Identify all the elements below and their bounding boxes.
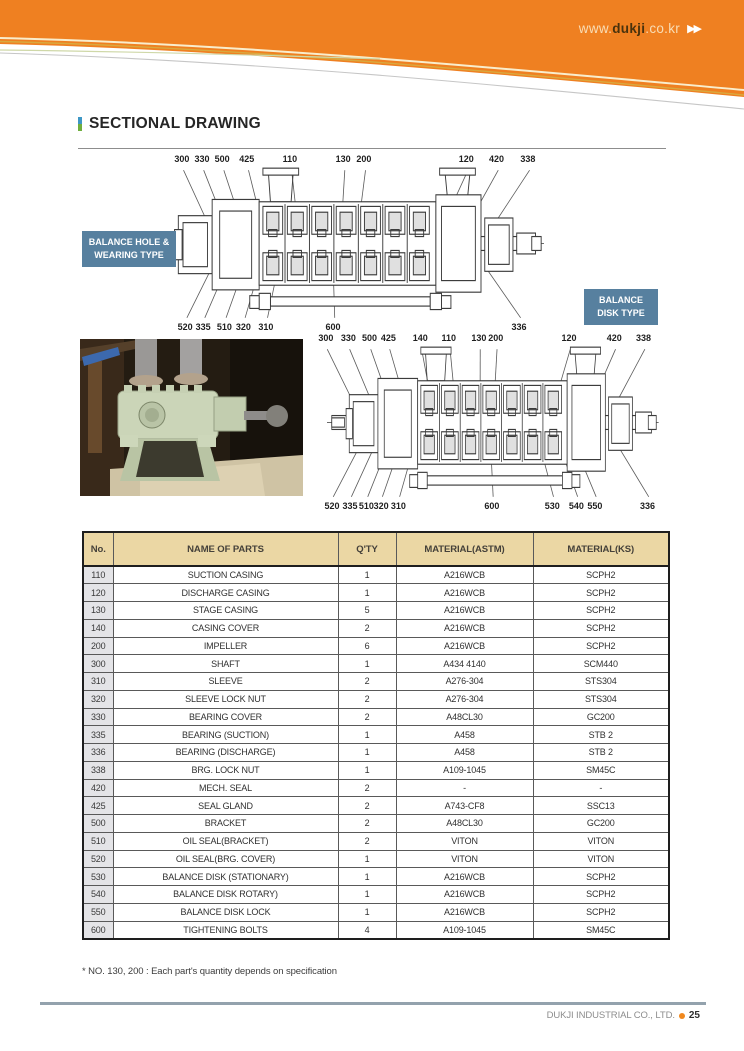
table-cell: 1	[338, 726, 396, 744]
table-cell: SHAFT	[113, 655, 338, 673]
table-cell: 2	[338, 673, 396, 691]
table-footnote: * NO. 130, 200 : Each part's quantity depends on specification	[82, 966, 337, 977]
table-cell: CASING COVER	[113, 619, 338, 637]
callout-number: 335	[342, 501, 358, 511]
page-number-dot-icon	[679, 1013, 685, 1019]
col-header-material-ks: MATERIAL(KS)	[533, 532, 669, 566]
table-row	[83, 886, 669, 904]
callout-number: 200	[488, 333, 504, 343]
table-cell: BALANCE DISK ROTARY)	[113, 886, 338, 904]
table-cell: A216WCB	[396, 903, 533, 921]
col-header-material-astm: MATERIAL(ASTM)	[396, 532, 533, 566]
cell-part-no: 335	[83, 726, 113, 744]
callout-number: 510	[216, 322, 232, 332]
table-cell: SEAL GLAND	[113, 797, 338, 815]
table-cell: SCPH2	[533, 584, 669, 602]
cell-part-no: 120	[83, 584, 113, 602]
callout-number: 530	[544, 501, 560, 511]
cell-part-no: 140	[83, 619, 113, 637]
callout-number: 130	[335, 154, 351, 164]
table-cell: SCPH2	[533, 602, 669, 620]
table-cell: SLEEVE	[113, 673, 338, 691]
table-cell: OIL SEAL(BRACKET)	[113, 832, 338, 850]
callout-number: 600	[325, 322, 341, 332]
table-header-row	[83, 532, 669, 566]
table-cell: A216WCB	[396, 886, 533, 904]
table-cell: A216WCB	[396, 584, 533, 602]
table-cell: A216WCB	[396, 602, 533, 620]
table-cell: SM45C	[533, 761, 669, 779]
callout-number: 550	[587, 501, 603, 511]
table-cell: 1	[338, 566, 396, 584]
cell-part-no: 550	[83, 903, 113, 921]
table-row	[83, 868, 669, 886]
table-cell: A276-304	[396, 690, 533, 708]
callout-number: 140	[412, 333, 428, 343]
callout-number: 425	[380, 333, 396, 343]
type-label-line: DISK TYPE	[597, 308, 645, 319]
col-header-no: No.	[83, 532, 113, 566]
callout-number: 500	[361, 333, 377, 343]
table-cell: A216WCB	[396, 566, 533, 584]
table-cell: STB 2	[533, 744, 669, 762]
callout-number: 130	[471, 333, 487, 343]
page-footer	[547, 1010, 700, 1021]
type-label-line: WEARING TYPE	[94, 250, 164, 261]
table-cell: 2	[338, 832, 396, 850]
callout-number: 310	[258, 322, 274, 332]
table-row	[83, 584, 669, 602]
table-cell: GC200	[533, 708, 669, 726]
callout-number: 338	[636, 333, 652, 343]
pump-sectional-drawing	[152, 167, 547, 320]
table-row	[83, 779, 669, 797]
parts-table	[82, 531, 670, 940]
table-cell: 1	[338, 744, 396, 762]
callout-number: 520	[324, 501, 340, 511]
table-cell: BALANCE DISK (STATIONARY)	[113, 868, 338, 886]
callout-number: 425	[239, 154, 255, 164]
table-cell: 2	[338, 619, 396, 637]
table-cell: A458	[396, 744, 533, 762]
table-cell: 1	[338, 761, 396, 779]
table-cell: SCPH2	[533, 619, 669, 637]
table-cell: A109-1045	[396, 761, 533, 779]
cell-part-no: 425	[83, 797, 113, 815]
page-number: 25	[688, 1010, 700, 1021]
callout-number: 540	[568, 501, 584, 511]
table-cell: A216WCB	[396, 637, 533, 655]
table-row	[83, 744, 669, 762]
table-cell: IMPELLER	[113, 637, 338, 655]
col-header-name: NAME OF PARTS	[113, 532, 338, 566]
callout-number: 336	[639, 501, 655, 511]
table-cell: A48CL30	[396, 708, 533, 726]
table-cell: MECH. SEAL	[113, 779, 338, 797]
callout-number: 338	[520, 154, 536, 164]
table-row	[83, 690, 669, 708]
cell-part-no: 200	[83, 637, 113, 655]
col-header-qty: Q'TY	[338, 532, 396, 566]
callout-number: 110	[441, 333, 457, 343]
table-cell: STB 2	[533, 726, 669, 744]
callout-number: 320	[235, 322, 251, 332]
table-cell: A216WCB	[396, 619, 533, 637]
table-cell: 1	[338, 868, 396, 886]
sectional-drawing-balance-disk-type	[313, 333, 744, 513]
table-cell: 1	[338, 850, 396, 868]
table-cell: 2	[338, 797, 396, 815]
table-cell: 5	[338, 602, 396, 620]
cell-part-no: 338	[83, 761, 113, 779]
cell-part-no: 530	[83, 868, 113, 886]
table-cell: -	[533, 779, 669, 797]
cell-part-no: 130	[83, 602, 113, 620]
table-row	[83, 726, 669, 744]
cell-part-no: 336	[83, 744, 113, 762]
table-row	[83, 619, 669, 637]
table-row	[83, 921, 669, 939]
table-row	[83, 566, 669, 584]
table-cell: A109-1045	[396, 921, 533, 939]
table-cell: DISCHARGE CASING	[113, 584, 338, 602]
table-cell: BRG. LOCK NUT	[113, 761, 338, 779]
table-row	[83, 797, 669, 815]
callout-number: 330	[194, 154, 210, 164]
callout-number: 510	[358, 501, 374, 511]
table-cell: A434 4140	[396, 655, 533, 673]
table-cell: SM45C	[533, 921, 669, 939]
table-row	[83, 602, 669, 620]
table-cell: 6	[338, 637, 396, 655]
table-cell: 2	[338, 815, 396, 833]
callout-number: 320	[373, 501, 389, 511]
table-cell: VITON	[396, 832, 533, 850]
table-cell: BALANCE DISK LOCK	[113, 903, 338, 921]
table-cell: 2	[338, 708, 396, 726]
table-cell: STS304	[533, 690, 669, 708]
table-cell: SCPH2	[533, 886, 669, 904]
cell-part-no: 310	[83, 673, 113, 691]
table-cell: SSC13	[533, 797, 669, 815]
callout-number: 310	[390, 501, 406, 511]
table-cell: SUCTION CASING	[113, 566, 338, 584]
type-label-line: BALANCE	[599, 295, 643, 305]
callout-row-bottom	[313, 501, 744, 513]
table-row	[83, 673, 669, 691]
callout-number: 330	[340, 333, 356, 343]
table-cell: -	[396, 779, 533, 797]
website-url	[579, 21, 700, 36]
table-cell: SCPH2	[533, 868, 669, 886]
callout-number: 120	[458, 154, 474, 164]
table-cell: 1	[338, 886, 396, 904]
table-cell: TIGHTENING BOLTS	[113, 921, 338, 939]
table-cell: VITON	[396, 850, 533, 868]
table-cell: BEARING COVER	[113, 708, 338, 726]
table-cell: VITON	[533, 850, 669, 868]
cell-part-no: 540	[83, 886, 113, 904]
url-brand: dukji	[612, 21, 646, 36]
header-swoosh-graphic	[0, 0, 744, 118]
table-row	[83, 761, 669, 779]
callout-number: 200	[356, 154, 372, 164]
table-cell: SCM440	[533, 655, 669, 673]
table-cell: STS304	[533, 673, 669, 691]
callout-number: 336	[511, 322, 527, 332]
table-cell: A216WCB	[396, 868, 533, 886]
table-cell: OIL SEAL(BRG. COVER)	[113, 850, 338, 868]
table-cell: A48CL30	[396, 815, 533, 833]
pump-photo-image	[80, 339, 303, 496]
callout-number: 300	[174, 154, 190, 164]
callout-number: 420	[606, 333, 622, 343]
table-cell: STAGE CASING	[113, 602, 338, 620]
pump-sectional-drawing	[327, 346, 661, 499]
table-cell: 1	[338, 903, 396, 921]
section-title-row	[78, 115, 261, 133]
table-cell: 2	[338, 779, 396, 797]
callout-number: 600	[484, 501, 500, 511]
table-cell: A458	[396, 726, 533, 744]
table-cell: BEARING (SUCTION)	[113, 726, 338, 744]
table-cell: GC200	[533, 815, 669, 833]
callout-number: 520	[177, 322, 193, 332]
type-label-line: BALANCE HOLE &	[88, 237, 170, 247]
callout-number: 120	[561, 333, 577, 343]
callout-number: 300	[318, 333, 334, 343]
table-cell: 1	[338, 584, 396, 602]
parts-table-body	[83, 566, 669, 939]
table-row	[83, 637, 669, 655]
table-row	[83, 655, 669, 673]
table-cell: SCPH2	[533, 903, 669, 921]
page-title: SECTIONAL DRAWING	[89, 115, 261, 132]
table-cell: BRACKET	[113, 815, 338, 833]
cell-part-no: 300	[83, 655, 113, 673]
table-row	[83, 850, 669, 868]
table-row	[83, 903, 669, 921]
callout-number: 500	[214, 154, 230, 164]
type-label-wearing	[82, 231, 176, 267]
double-arrow-icon: ▶▶	[687, 23, 700, 35]
table-cell: SCPH2	[533, 637, 669, 655]
table-cell: 4	[338, 921, 396, 939]
cell-part-no: 520	[83, 850, 113, 868]
footer-divider	[40, 1002, 706, 1005]
title-marker-icon	[78, 117, 82, 131]
table-row	[83, 832, 669, 850]
callout-number: 420	[489, 154, 505, 164]
url-www: www.	[578, 21, 613, 36]
cell-part-no: 510	[83, 832, 113, 850]
table-cell: SLEEVE LOCK NUT	[113, 690, 338, 708]
cell-part-no: 500	[83, 815, 113, 833]
callout-number: 335	[195, 322, 211, 332]
callout-number: 110	[282, 154, 298, 164]
table-cell: A743-CF8	[396, 797, 533, 815]
table-cell: 1	[338, 655, 396, 673]
table-cell: BEARING (DISCHARGE)	[113, 744, 338, 762]
table-cell: 2	[338, 690, 396, 708]
cell-part-no: 320	[83, 690, 113, 708]
table-cell: VITON	[533, 832, 669, 850]
cell-part-no: 330	[83, 708, 113, 726]
table-row	[83, 708, 669, 726]
table-cell: A276-304	[396, 673, 533, 691]
title-divider	[78, 148, 666, 149]
table-row	[83, 815, 669, 833]
footer-company-name: DUKJI INDUSTRIAL CO., LTD.	[546, 1010, 675, 1021]
cell-part-no: 420	[83, 779, 113, 797]
url-domain: .co.kr	[645, 21, 681, 36]
table-cell: SCPH2	[533, 566, 669, 584]
type-label-balance-disk	[584, 289, 658, 325]
cell-part-no: 110	[83, 566, 113, 584]
cell-part-no: 600	[83, 921, 113, 939]
